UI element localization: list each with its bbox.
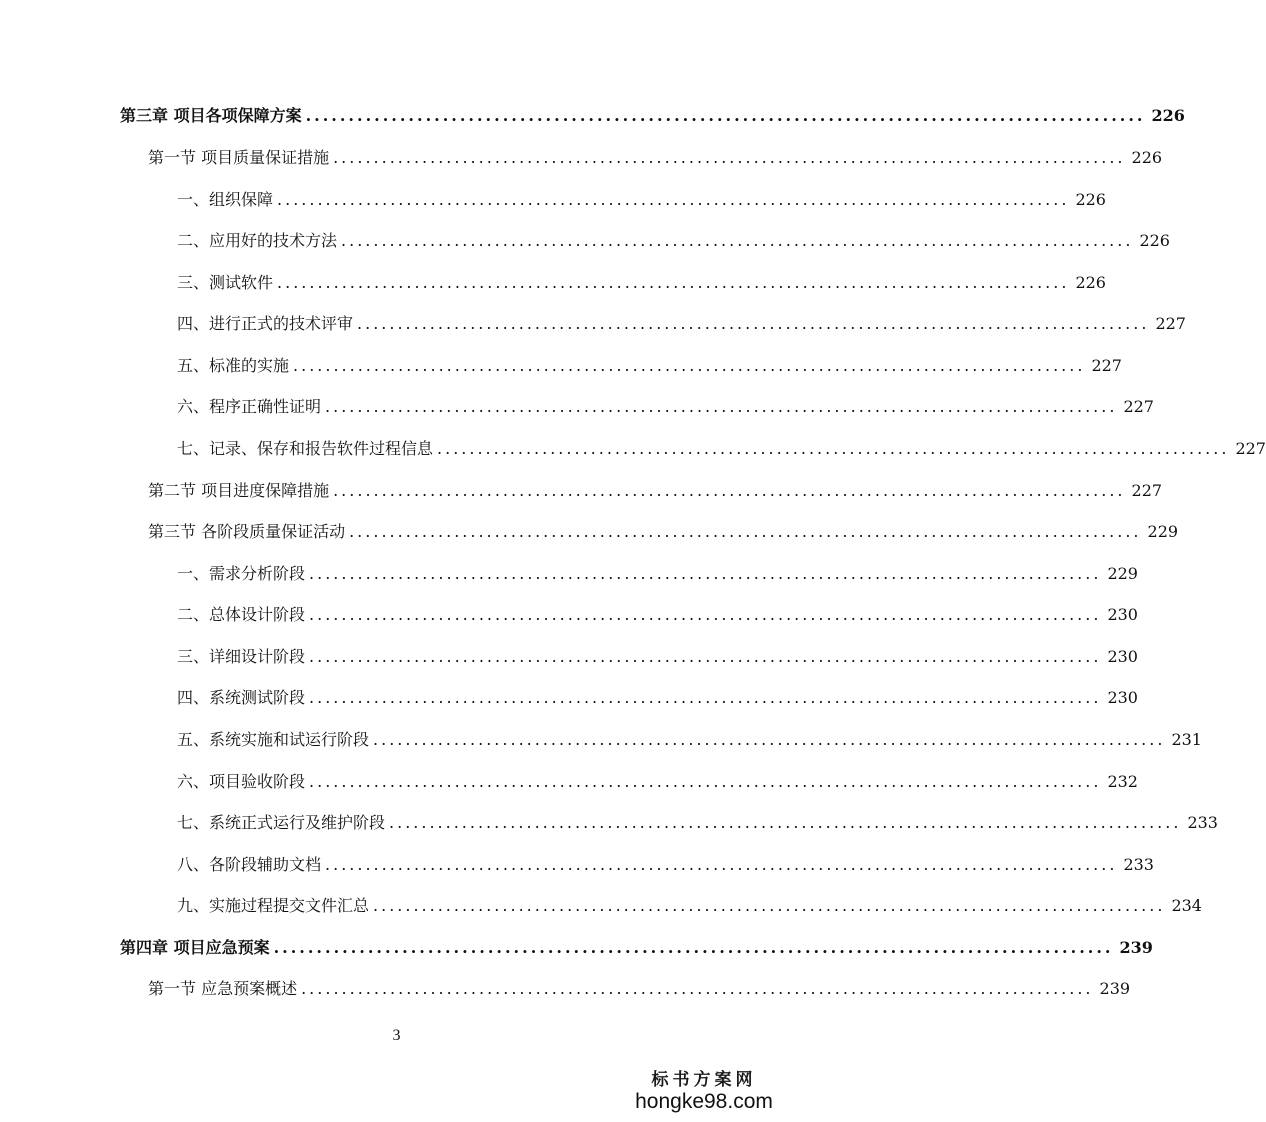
toc-entry-page: 239 — [1099, 979, 1131, 998]
toc-entry[interactable] — [177, 189, 1106, 211]
toc-entry[interactable] — [148, 480, 1163, 502]
toc-leader-dots: .................................................................................................. — [373, 896, 1166, 915]
toc-entry-page: 233 — [1187, 813, 1218, 832]
toc-leader-dots: .................................................................................................. — [293, 356, 1086, 375]
toc-entry-page: 227 — [1123, 397, 1154, 416]
toc-entry[interactable] — [177, 729, 1202, 751]
toc-leader-dots: .................................................................................................. — [325, 855, 1118, 874]
toc-entry-page: 227 — [1091, 356, 1122, 375]
toc-entry-page: 234 — [1171, 896, 1202, 915]
toc-entry-title: 二、总体设计阶段 — [177, 605, 306, 624]
toc-entry[interactable] — [148, 147, 1163, 169]
toc-entry-page: 229 — [1147, 522, 1179, 541]
toc-entry[interactable] — [177, 396, 1154, 418]
toc-leader-dots: .................................................................................................. — [309, 605, 1102, 624]
toc-leader-dots: .................................................................................................. — [357, 314, 1150, 333]
toc-entry-title: 第三节 各阶段质量保证活动 — [148, 522, 346, 541]
toc-leader-dots: .................................................................................................. — [437, 439, 1230, 458]
page-number: 3 — [392, 1027, 401, 1044]
toc-entry-title: 第四章 项目应急预案 — [120, 938, 270, 957]
toc-entry-title: 二、应用好的技术方法 — [177, 231, 338, 250]
toc-entry[interactable] — [177, 895, 1202, 917]
toc-leader-dots: .................................................................................................. — [309, 688, 1102, 707]
toc-entry-title: 七、系统正式运行及维护阶段 — [177, 813, 386, 832]
toc-entry[interactable] — [177, 563, 1138, 585]
toc-leader-dots: .................................................................................................. — [349, 522, 1142, 541]
toc-entry-page: 230 — [1107, 647, 1138, 666]
toc-entry[interactable] — [148, 521, 1179, 543]
toc-entry-title: 三、测试软件 — [177, 273, 274, 292]
toc-entry-title: 七、记录、保存和报告软件过程信息 — [177, 439, 434, 458]
toc-leader-dots: .................................................................................................. — [333, 148, 1126, 167]
toc-entry-page: 229 — [1107, 564, 1138, 583]
toc-entry-page: 232 — [1107, 772, 1138, 791]
toc-entry[interactable] — [120, 937, 1153, 959]
toc-entry[interactable] — [177, 272, 1106, 294]
toc-entry-page: 227 — [1131, 481, 1163, 500]
toc-entry-page: 226 — [1151, 106, 1185, 125]
toc-entry[interactable] — [120, 105, 1185, 127]
toc-entry[interactable] — [177, 854, 1154, 876]
toc-leader-dots: .................................................................................................. — [309, 647, 1102, 666]
toc-leader-dots: .................................................................................................. — [333, 481, 1126, 500]
toc-entry-title: 五、标准的实施 — [177, 356, 290, 375]
toc-leader-dots: .................................................................................................. — [309, 772, 1102, 791]
toc-entry-title: 六、程序正确性证明 — [177, 397, 322, 416]
toc-entry[interactable] — [177, 646, 1138, 668]
toc-entry-title: 一、需求分析阶段 — [177, 564, 306, 583]
toc-entry-page: 233 — [1123, 855, 1154, 874]
watermark-cn-text: 标书方案网 — [651, 1070, 757, 1090]
toc-entry-page: 227 — [1235, 439, 1266, 458]
toc-entry[interactable] — [177, 355, 1122, 377]
toc-entry-page: 239 — [1119, 938, 1153, 957]
toc-leader-dots: .................................................................................................. — [305, 106, 1146, 125]
toc-leader-dots: .................................................................................................. — [325, 397, 1118, 416]
toc-entry-title: 第一节 应急预案概述 — [148, 979, 298, 998]
toc-entry-page: 230 — [1107, 605, 1138, 624]
toc-entry-page: 227 — [1155, 314, 1186, 333]
toc-entry[interactable] — [177, 313, 1186, 335]
toc-entry-page: 226 — [1075, 273, 1106, 292]
toc-entry-title: 九、实施过程提交文件汇总 — [177, 896, 370, 915]
toc-entry[interactable] — [177, 438, 1266, 460]
toc-entry-title: 第三章 项目各项保障方案 — [120, 106, 302, 125]
toc-entry-page: 226 — [1075, 190, 1106, 209]
toc-entry-page: 226 — [1131, 148, 1163, 167]
toc-entry-title: 四、进行正式的技术评审 — [177, 314, 354, 333]
toc-entry-title: 三、详细设计阶段 — [177, 647, 306, 666]
toc-leader-dots: .................................................................................................. — [277, 273, 1070, 292]
toc-entry[interactable] — [177, 230, 1170, 252]
toc-leader-dots: .................................................................................................. — [309, 564, 1102, 583]
watermark-url-text: hongke98.com — [635, 1090, 773, 1113]
toc-entry-title: 一、组织保障 — [177, 190, 274, 209]
toc-leader-dots: .................................................................................................. — [273, 938, 1114, 957]
toc-entry-title: 第二节 项目进度保障措施 — [148, 481, 330, 500]
toc-leader-dots: .................................................................................................. — [389, 813, 1182, 832]
toc-entry[interactable] — [177, 812, 1218, 834]
toc-entry-title: 五、系统实施和试运行阶段 — [177, 730, 370, 749]
toc-entry-page: 230 — [1107, 688, 1138, 707]
toc-entry-title: 八、各阶段辅助文档 — [177, 855, 322, 874]
toc-entry[interactable] — [177, 771, 1138, 793]
toc-entry-title: 六、项目验收阶段 — [177, 772, 306, 791]
toc-entry[interactable] — [177, 604, 1138, 626]
toc-leader-dots: .................................................................................................. — [373, 730, 1166, 749]
toc-entry[interactable] — [148, 978, 1131, 1000]
toc-entry-title: 四、系统测试阶段 — [177, 688, 306, 707]
toc-leader-dots: .................................................................................................. — [301, 979, 1094, 998]
watermark-logo — [629, 1070, 779, 1114]
toc-entry-page: 231 — [1171, 730, 1202, 749]
toc-entry[interactable] — [177, 687, 1138, 709]
toc-entry-page: 226 — [1139, 231, 1170, 250]
toc-leader-dots: .................................................................................................. — [341, 231, 1134, 250]
toc-leader-dots: .................................................................................................. — [277, 190, 1070, 209]
toc-entry-title: 第一节 项目质量保证措施 — [148, 148, 330, 167]
